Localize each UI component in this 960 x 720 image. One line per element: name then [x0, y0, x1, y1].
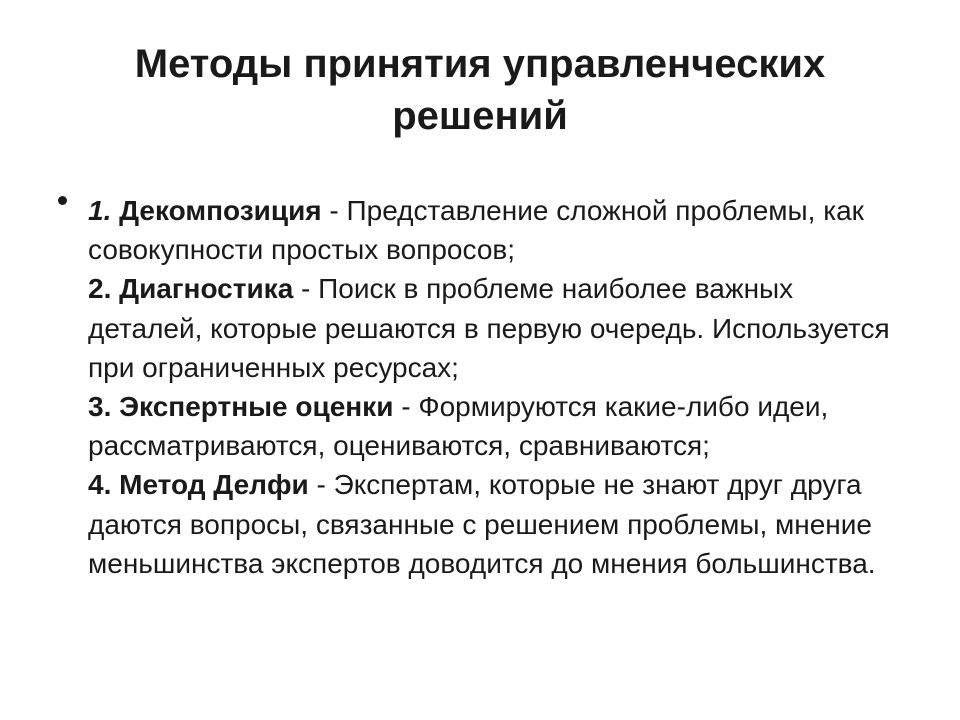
- item-number: 1.: [88, 195, 112, 226]
- item-description: Формируются какие-либо идеи, рассматриваются, оцениваются, сравниваются;: [88, 391, 829, 462]
- title-line-1: Методы принятия управленческих: [134, 42, 826, 86]
- bullet-icon: [58, 196, 67, 205]
- item-description: Экспертам, которые не знают друг друга даются вопросы, связанные с решением проблемы, мнение меньшинства экспертов доводится до мнения большинства.: [88, 469, 876, 579]
- item-separator: -: [321, 195, 347, 226]
- item-number: 4.: [88, 469, 112, 501]
- item-description: Представление сложной проблемы, как совокупности простых вопросов;: [88, 195, 864, 266]
- item-number: 2.: [88, 273, 112, 305]
- list-item-delphi-method: [88, 465, 908, 583]
- item-number: 3.: [88, 391, 112, 423]
- item-separator: -: [308, 469, 334, 501]
- methods-list: [88, 191, 908, 583]
- list-item-expert-estimates: [88, 387, 908, 465]
- item-term: Декомпозиция: [119, 195, 322, 226]
- slide-title: [40, 38, 920, 142]
- item-term: Метод Делфи: [119, 469, 309, 501]
- item-separator: -: [393, 391, 419, 423]
- item-term: Экспертные оценки: [119, 391, 394, 423]
- item-separator: -: [293, 273, 319, 305]
- item-term: Диагностика: [119, 273, 294, 305]
- item-description: Поиск в проблеме наиболее важных деталей, которые решаются в первую очередь. Используется при ограниченных ресурсах;: [88, 273, 890, 383]
- list-item-decomposition: [88, 191, 908, 269]
- list-item-diagnostics: [88, 269, 908, 387]
- title-line-2: решений: [392, 94, 568, 138]
